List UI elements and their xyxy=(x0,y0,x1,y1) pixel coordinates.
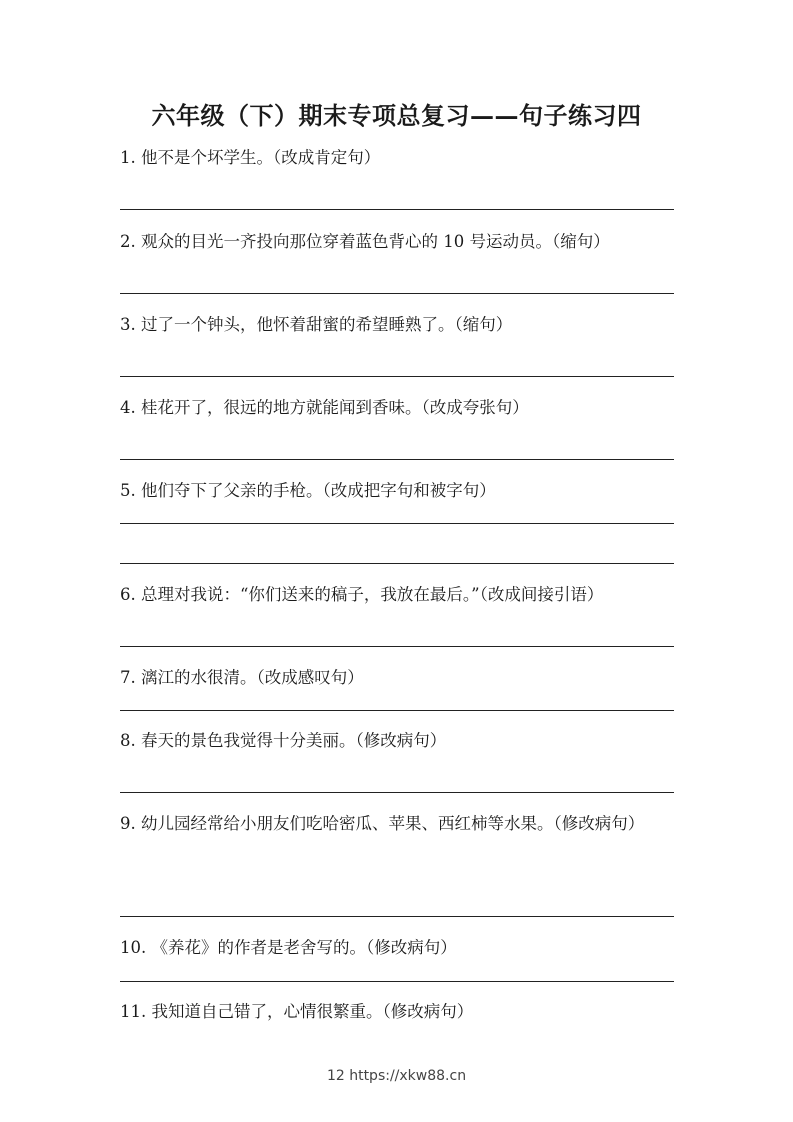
page-title: 六年级（下）期末专项总复习——句子练习四 xyxy=(151,101,642,130)
answer-line-10 xyxy=(120,981,674,982)
answer-line-5b xyxy=(120,563,674,564)
question-11: 11. 我知道自己错了，心情很繁重。（修改病句） xyxy=(120,1002,474,1021)
question-4: 4. 桂花开了，很远的地方就能闻到香味。（改成夸张句） xyxy=(120,398,529,417)
answer-line-1 xyxy=(120,209,674,210)
page-footer: 12 https://xkw88.cn xyxy=(326,1068,467,1084)
answer-line-8 xyxy=(120,792,674,793)
answer-line-2 xyxy=(120,293,674,294)
question-3: 3. 过了一个钟头，他怀着甜蜜的希望睡熟了。（缩句） xyxy=(120,315,513,334)
answer-line-5a xyxy=(120,523,674,524)
question-1: 1. 他不是个坏学生。（改成肯定句） xyxy=(120,148,381,167)
question-6: 6. 总理对我说：“你们送来的稿子，我放在最后。”（改成间接引语） xyxy=(120,585,604,604)
answer-line-7 xyxy=(120,710,674,711)
question-8: 8. 春天的景色我觉得十分美丽。（修改病句） xyxy=(120,731,447,750)
answer-line-3 xyxy=(120,376,674,377)
question-2: 2. 观众的目光一齐投向那位穿着蓝色背心的 10 号运动员。（缩句） xyxy=(120,232,610,251)
answer-line-6 xyxy=(120,646,674,647)
question-7: 7. 漓江的水很清。（改成感叹句） xyxy=(120,668,364,687)
question-9: 9. 幼儿园经常给小朋友们吃哈密瓜、苹果、西红柿等水果。（修改病句） xyxy=(120,814,645,833)
question-5: 5. 他们夺下了父亲的手枪。（改成把字句和被字句） xyxy=(120,481,496,500)
question-10: 10. 《养花》的作者是老舍写的。（修改病句） xyxy=(120,938,457,957)
answer-line-4 xyxy=(120,459,674,460)
answer-line-9 xyxy=(120,916,674,917)
